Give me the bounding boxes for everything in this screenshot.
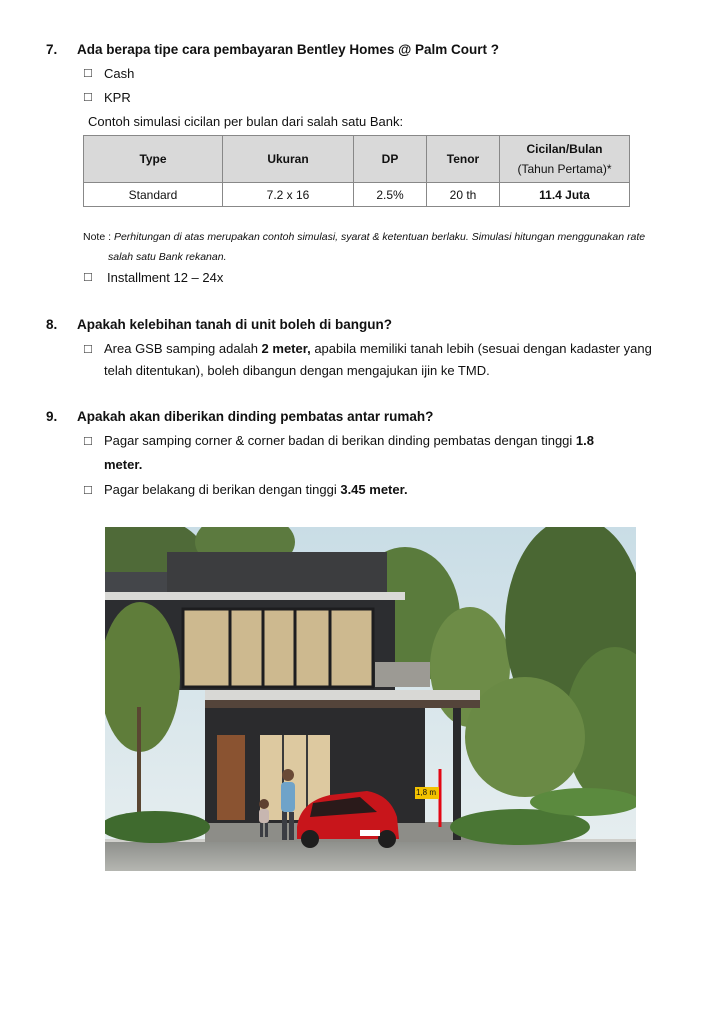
- table-header: DP: [354, 136, 427, 183]
- answer-text-continued: telah ditentukan), boleh dibangun dengan mengajukan ijin ke TMD.: [104, 363, 490, 378]
- note-text: salah satu Bank rekanan.: [108, 251, 227, 263]
- question-number: 7.: [46, 42, 58, 57]
- question-number: 9.: [46, 409, 58, 424]
- checkbox-icon: ☐: [83, 91, 93, 104]
- table-cell: 11.4 Juta: [500, 183, 630, 207]
- checkbox-icon: ☐: [83, 484, 93, 497]
- table-header: Ukuran: [223, 136, 354, 183]
- answer-text: [104, 338, 694, 360]
- checkbox-icon: ☐: [83, 67, 93, 80]
- table-header-line: (Tahun Pertama)*: [517, 162, 612, 176]
- checkbox-icon: ☐: [83, 343, 93, 356]
- height-marker-label: 1,8 m: [416, 788, 437, 797]
- table-cell: 20 th: [427, 183, 500, 207]
- answer-emphasis: meter.: [104, 457, 143, 472]
- answer-text: [104, 430, 694, 452]
- table-row: [84, 183, 630, 207]
- answer-text-part: Pagar samping corner & corner badan di berikan dinding pembatas dengan tinggi: [104, 433, 576, 448]
- question-title: Apakah akan diberikan dinding pembatas antar rumah?: [77, 409, 434, 424]
- house-illustration: [105, 527, 636, 871]
- note-continued: [108, 251, 227, 263]
- note: [83, 231, 683, 243]
- option-kpr: KPR: [104, 90, 131, 105]
- question-title: Ada berapa tipe cara pembayaran Bentley Homes @ Palm Court ?: [77, 42, 500, 57]
- answer-emphasis: 3.45 meter.: [340, 482, 408, 497]
- answer-emphasis: 2 meter,: [261, 341, 311, 356]
- table-header: Tenor: [427, 136, 500, 183]
- answer-emphasis: 1.8: [575, 433, 594, 448]
- table-cell: Standard: [84, 183, 223, 207]
- answer-text: [104, 479, 408, 501]
- answer-text-part: Pagar belakang di berikan dengan tinggi: [104, 482, 341, 497]
- answer-text-part: Area GSB samping adalah: [104, 341, 262, 356]
- installment-table: [83, 135, 630, 207]
- table-header: [500, 136, 630, 183]
- table-header-line: Cicilan/Bulan: [526, 142, 603, 156]
- question-title: Apakah kelebihan tanah di unit boleh di bangun?: [77, 317, 393, 332]
- note-text: Perhitungan di atas merupakan contoh simulasi, syarat & ketentuan berlaku. Simulasi hitungan menggunakan rate: [113, 231, 646, 243]
- checkbox-icon: ☐: [83, 435, 93, 448]
- checkbox-icon: ☐: [83, 271, 93, 284]
- table-cell: 2.5%: [354, 183, 427, 207]
- house-rendering: [105, 527, 636, 871]
- answer-text-part: apabila memiliki tanah lebih (sesuai dengan kadaster yang: [310, 341, 652, 356]
- option-installment: Installment 12 – 24x: [107, 270, 224, 285]
- table-header: Type: [84, 136, 223, 183]
- option-cash: Cash: [104, 66, 135, 81]
- note-label: Note :: [83, 231, 114, 243]
- table-cell: 7.2 x 16: [223, 183, 354, 207]
- question-number: 8.: [46, 317, 58, 332]
- simulation-intro: Contoh simulasi cicilan per bulan dari salah satu Bank:: [88, 114, 404, 129]
